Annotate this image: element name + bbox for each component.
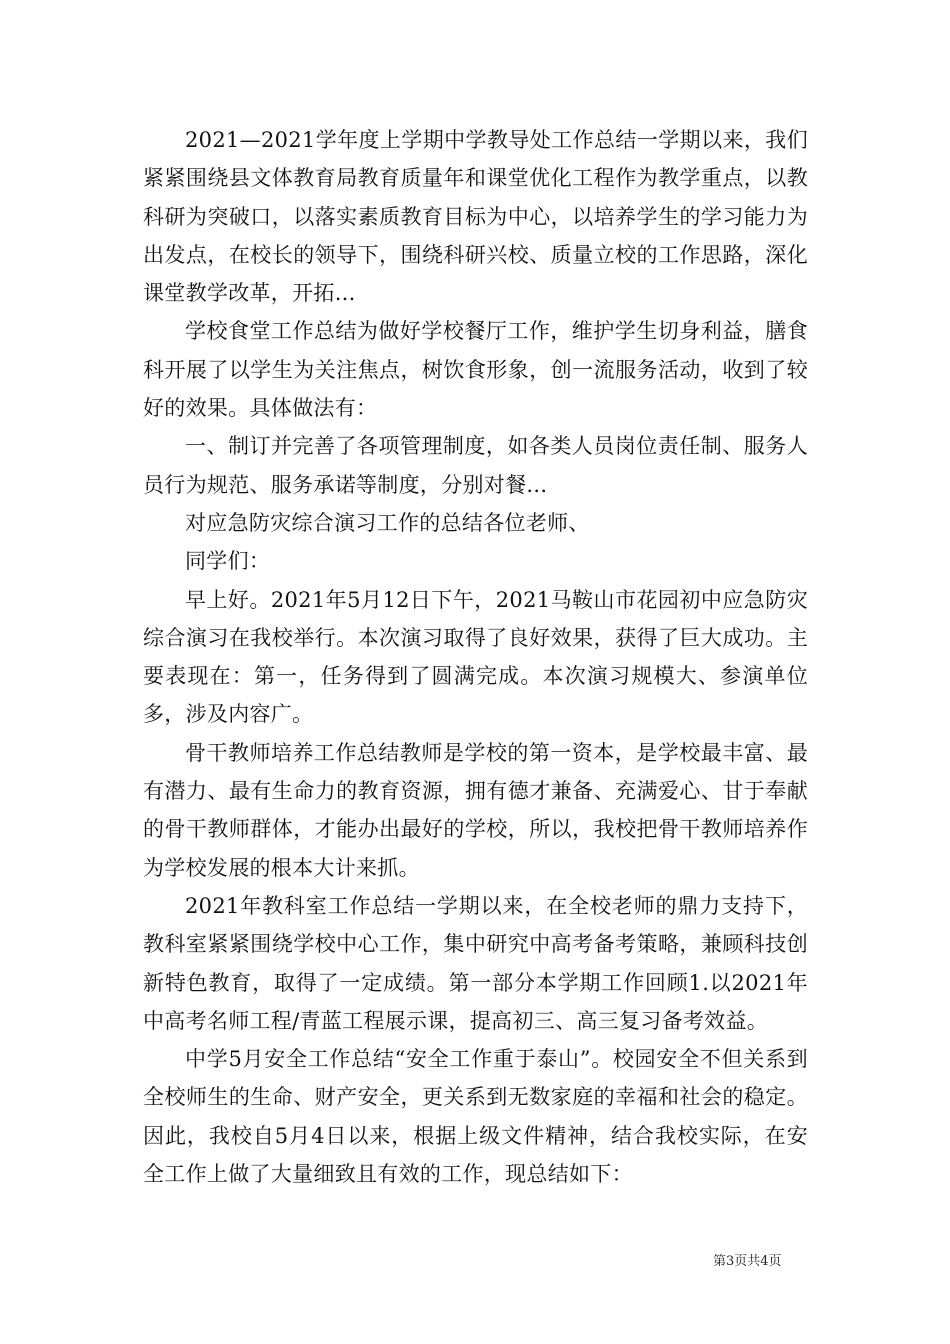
paragraph-research-office-summary: 2021年教科室工作总结一学期以来，在全校老师的鼎力支持下，教科室紧紧围绕学校中心工作，集中研究中高考备考策略，兼顾科技创新特色教育，取得了一定成绩。第一部分本学期工作回顾1.以2021年中高考名师工程/青蓝工程展示课，提高初三、高三复习备考效益。	[143, 893, 808, 1033]
paragraph-key-teacher-summary: 骨干教师培养工作总结教师是学校的第一资本，是学校最丰富、最有潜力、最有生命力的教育资源，拥有德才兼备、充满爱心、甘于奉献的骨干教师群体，才能办出最好的学校，所以，我校把骨干教师培养作为学校发展的根本大计来抓。	[143, 740, 808, 880]
paragraph-drill-summary-title: 对应急防灾综合演习工作的总结各位老师、	[185, 510, 590, 535]
paragraph-canteen-item-one: 一、制订并完善了各项管理制度，如各类人员岗位责任制、服务人员行为规范、服务承诺等制度，分别对餐...	[143, 434, 808, 497]
paragraph-safety-summary: 中学5月安全工作总结“安全工作重于泰山”。校园安全不但关系到全校师生的生命、财产安全，更关系到无数家庭的幸福和社会的稳定。因此，我校自5月4日以来，根据上级文件精神，结合我校实际，在安全工作上做了大量细致且有效的工作，现总结如下：	[143, 1047, 808, 1187]
page-number-footer: 第3页共4页	[713, 1254, 782, 1269]
document-body	[143, 121, 808, 1193]
paragraph-drill-body: 早上好。2021年5月12日下午，2021马鞍山市花园初中应急防灾综合演习在我校举行。本次演习取得了良好效果，获得了巨大成功。主要表现在：第一，任务得到了圆满完成。本次演习规模大、参演单位多，涉及内容广。	[143, 587, 808, 727]
paragraph-teaching-office-summary: 2021—2021学年度上学期中学教导处工作总结一学期以来，我们紧紧围绕县文体教育局教育质量年和课堂优化工程作为教学重点，以教科研为突破口，以落实素质教育目标为中心，以培养学生的学习能力为出发点，在校长的领导下，围绕科研兴校、质量立校的工作思路，深化课堂教学改革，开拓...	[143, 128, 808, 306]
paragraph-drill-greeting: 同学们：	[185, 549, 271, 574]
paragraph-canteen-summary: 学校食堂工作总结为做好学校餐厅工作，维护学生切身利益，膳食科开展了以学生为关注焦点，树饮食形象，创一流服务活动，收到了较好的效果。具体做法有：	[143, 319, 808, 421]
